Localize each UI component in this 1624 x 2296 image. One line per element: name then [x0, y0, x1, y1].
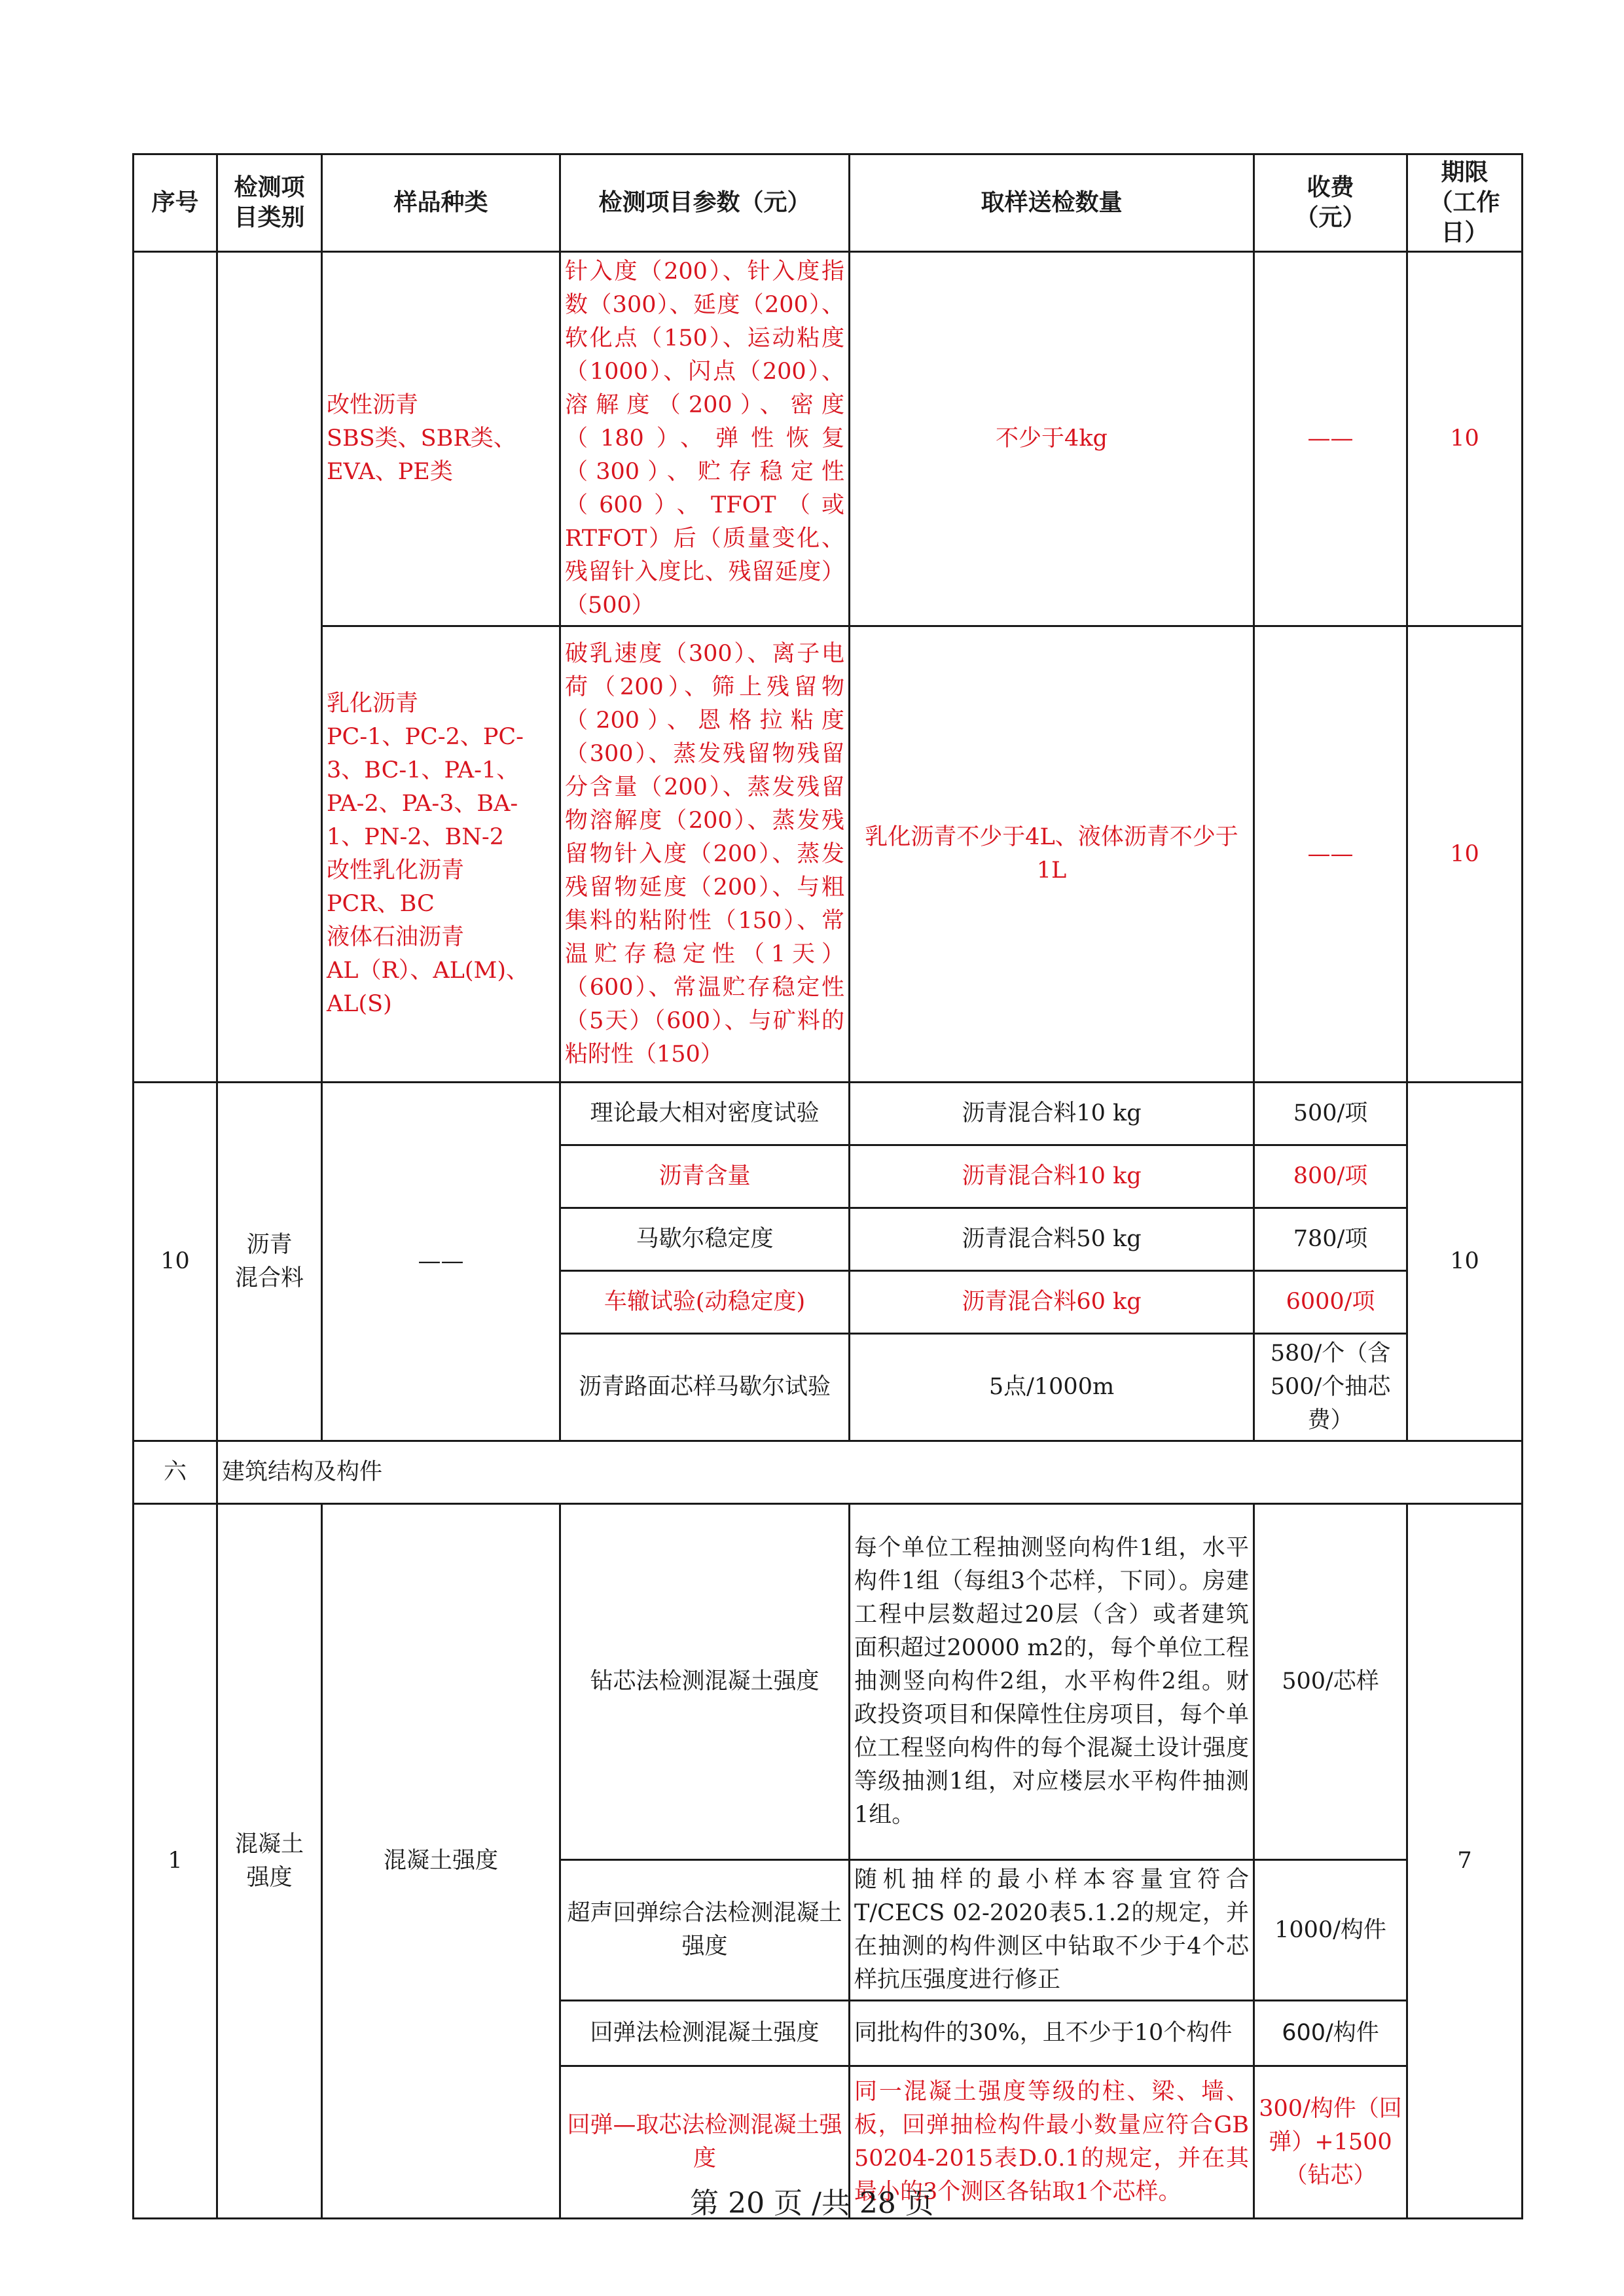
param-item: 马歇尔稳定度 — [560, 1208, 850, 1271]
seq-cell-empty — [134, 252, 217, 1083]
header-seq: 序号 — [134, 154, 217, 252]
param-item: 回弹—取芯法检测混凝土强度 — [560, 2066, 850, 2219]
header-params: 检测项目参数（元） — [560, 154, 850, 252]
fee-table — [132, 153, 1523, 2219]
period-modified-asphalt: 10 — [1407, 252, 1523, 626]
fee-modified-asphalt: —— — [1254, 252, 1407, 626]
fee-item: 500/项 — [1254, 1083, 1407, 1145]
section-seq: 六 — [134, 1441, 217, 1504]
param-item: 沥青含量 — [560, 1145, 850, 1208]
period-asphalt-mixture: 10 — [1407, 1083, 1523, 1441]
table-row — [134, 252, 1523, 626]
sample-modified-asphalt: 改性沥青 SBS类、SBR类、EVA、PE类 — [322, 252, 560, 626]
period-concrete-strength: 7 — [1407, 1504, 1523, 2219]
header-category: 检测项 目类别 — [217, 154, 322, 252]
header-quantity: 取样送检数量 — [850, 154, 1254, 252]
quantity-item: 沥青混合料60 kg — [850, 1271, 1254, 1334]
category-cell-empty — [217, 252, 322, 1083]
fee-item: 500/芯样 — [1254, 1504, 1407, 1860]
fee-item: 600/构件 — [1254, 2001, 1407, 2066]
fee-item: 6000/项 — [1254, 1271, 1407, 1334]
param-item: 理论最大相对密度试验 — [560, 1083, 850, 1145]
quantity-item: 同批构件的30%，且不少于10个构件 — [850, 2001, 1254, 2066]
page-footer: 第 20 页 /共 28 页 — [690, 2187, 934, 2220]
param-item: 超声回弹综合法检测混凝土强度 — [560, 1860, 850, 2001]
table-row — [134, 626, 1523, 1083]
fee-item: 1000/构件 — [1254, 1860, 1407, 2001]
quantity-item: 沥青混合料10 kg — [850, 1145, 1254, 1208]
fee-item: 300/构件（回弹）+1500（钻芯） — [1254, 2066, 1407, 2219]
sample-asphalt-mixture: —— — [322, 1083, 560, 1441]
param-item: 回弹法检测混凝土强度 — [560, 2001, 850, 2066]
header-row — [134, 154, 1523, 252]
quantity-item: 5点/1000m — [850, 1334, 1254, 1441]
sample-emulsified-asphalt: 乳化沥青 PC-1、PC-2、PC-3、BC-1、PA-1、PA-2、PA-3、BA-1、PN-2、BN-2 改性乳化沥青 PCR、BC 液体石油沥青 AL（R）、AL(M)、AL(S) — [322, 626, 560, 1083]
sample-concrete-strength: 混凝土强度 — [322, 1504, 560, 2219]
quantity-item: 同一混凝土强度等级的柱、梁、墙、板，回弹抽检构件最小数量应符合GB 50204-2015表D.0.1的规定，并在其最小的3个测区各钻取1个芯样。 — [850, 2066, 1254, 2219]
table-row — [134, 1083, 1523, 1145]
table-row — [134, 1504, 1523, 1860]
section-title: 建筑结构及构件 — [217, 1441, 1523, 1504]
quantity-item: 沥青混合料10 kg — [850, 1083, 1254, 1145]
quantity-item: 每个单位工程抽测竖向构件1组，水平构件1组（每组3个芯样，下同）。房建工程中层数超过20层（含）或者建筑面积超过20000 m2的，每个单位工程抽测竖向构件2组，水平构件2组。财政投资项目和保障性住房项目，每个单位工程竖向构件的每个混凝土设计强度等级抽测1组，对应楼层水平构件抽测1组。 — [850, 1504, 1254, 1860]
fee-item: 800/项 — [1254, 1145, 1407, 1208]
quantity-item: 随机抽样的最小样本容量宜符合T/CECS 02-2020表5.1.2的规定，并在抽测的构件测区中钻取不少于4个芯样抗压强度进行修正 — [850, 1860, 1254, 2001]
header-period: 期限 （工作日） — [1407, 154, 1523, 252]
header-fee: 收费 （元） — [1254, 154, 1407, 252]
params-emulsified-asphalt: 破乳速度（300）、离子电荷（200）、筛上残留物（200）、恩格拉粘度（300）、蒸发残留物残留分含量（200）、蒸发残留物溶解度（200）、蒸发残留物针入度（200）、蒸发残留物延度（200）、与粗集料的粘附性（150）、常温贮存稳定性（1天）（600）、常温贮存稳定性（5天）（600）、与矿料的粘附性（150） — [560, 626, 850, 1083]
quantity-modified-asphalt: 不少于4kg — [850, 252, 1254, 626]
param-item: 车辙试验(动稳定度) — [560, 1271, 850, 1334]
category-concrete-strength: 混凝土 强度 — [217, 1504, 322, 2219]
seq-1: 1 — [134, 1504, 217, 2219]
param-item: 沥青路面芯样马歇尔试验 — [560, 1334, 850, 1441]
fee-item: 580/个（含500/个抽芯费） — [1254, 1334, 1407, 1441]
section-row — [134, 1441, 1523, 1504]
fee-item: 780/项 — [1254, 1208, 1407, 1271]
quantity-item: 沥青混合料50 kg — [850, 1208, 1254, 1271]
fee-emulsified-asphalt: —— — [1254, 626, 1407, 1083]
seq-10: 10 — [134, 1083, 217, 1441]
header-sample-type: 样品种类 — [322, 154, 560, 252]
period-emulsified-asphalt: 10 — [1407, 626, 1523, 1083]
params-modified-asphalt: 针入度（200）、针入度指数（300）、延度（200）、软化点（150）、运动粘度（1000）、闪点（200）、溶解度（200）、密度（180）、弹性恢复（300）、贮存稳定性（600）、TFOT（或RTFOT）后（质量变化、残留针入度比、残留延度）（500） — [560, 252, 850, 626]
category-asphalt-mixture: 沥青 混合料 — [217, 1083, 322, 1441]
param-item: 钻芯法检测混凝土强度 — [560, 1504, 850, 1860]
quantity-emulsified-asphalt: 乳化沥青不少于4L、液体沥青不少于1L — [850, 626, 1254, 1083]
